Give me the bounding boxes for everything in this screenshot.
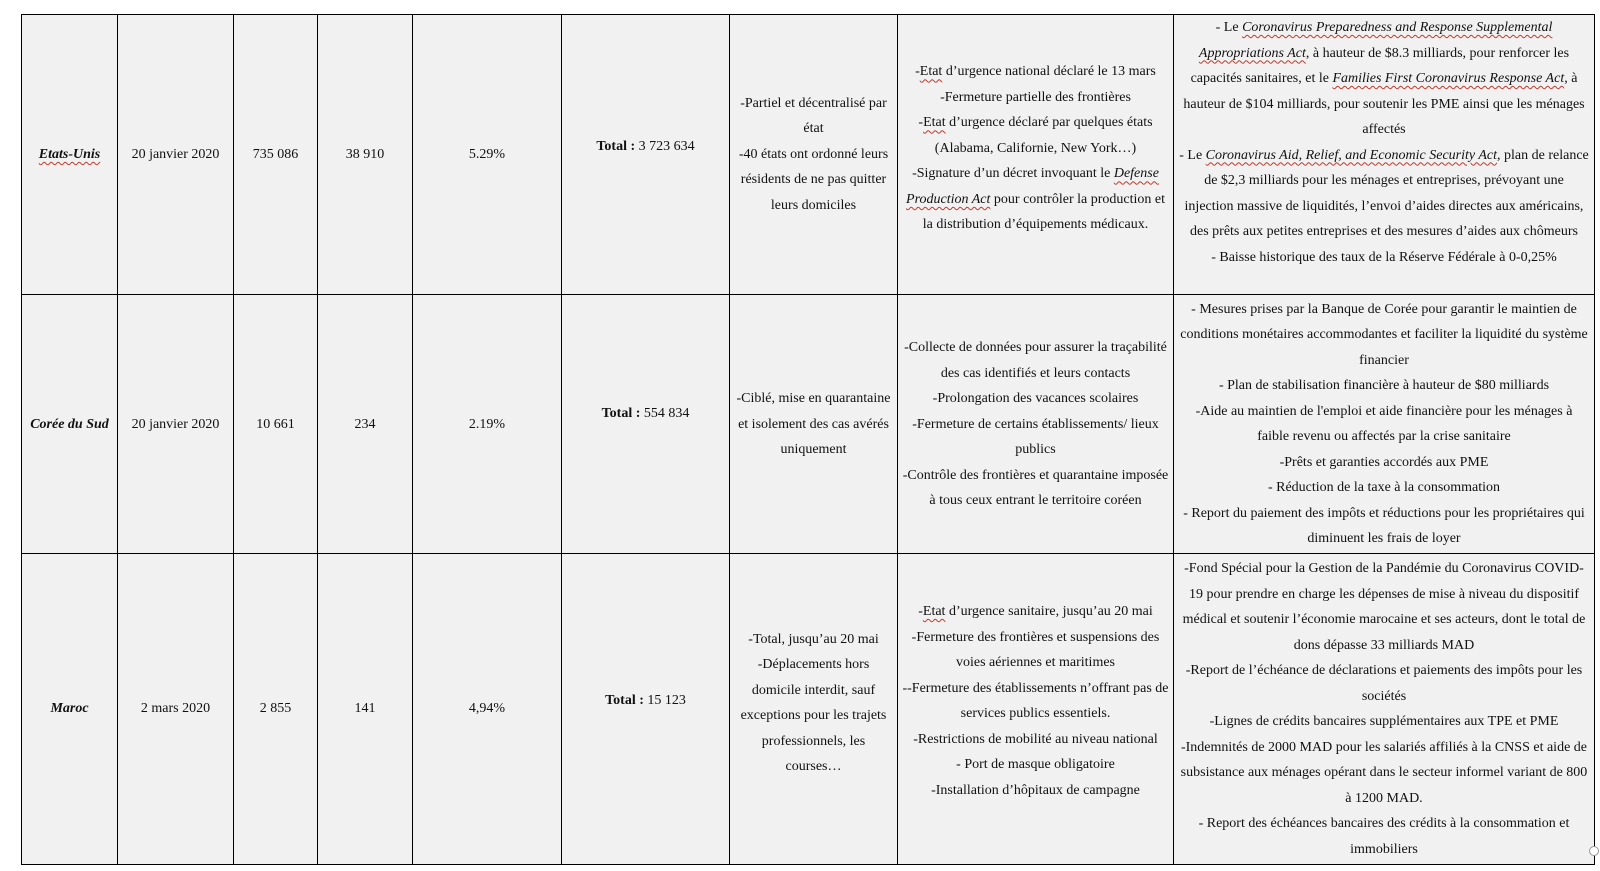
text-fragment: Etat: [922, 604, 946, 620]
economic-line: -Report de l’échéance de déclarations et paiements des impôts pour les sociétés: [1185, 663, 1583, 704]
lockdown-line: -40 états ont ordonné leurs résidents de ne pas quitter leurs domiciles: [738, 146, 889, 213]
economic-line: [1178, 143, 1590, 245]
economic-line: -Aide au maintien de l'emploi et aide financière pour les ménages à faible revenu ou affectés par la crise sanitaire: [1195, 403, 1573, 445]
economic-line: - Report des échéances bancaires des crédits à la consommation et immobiliers: [1198, 816, 1570, 857]
economic-line: -Prêts et garanties accordés aux PME: [1279, 454, 1489, 470]
fatality-rate: 4,94%: [413, 554, 562, 865]
health-line: -Fermeture des frontières et suspensions des voies aériennes et maritimes: [911, 629, 1160, 671]
country-name: Etats-Unis: [38, 146, 101, 162]
lockdown-line: -Partiel et décentralisé par état: [740, 95, 887, 137]
death-count: 234: [318, 295, 413, 554]
tests-value: 3 723 634: [635, 138, 695, 154]
economic-line: - Report du paiement des impôts et réductions pour les propriétaires qui diminuent les frais de loyer: [1183, 505, 1585, 547]
tests-total: [562, 554, 730, 865]
economic-line: - Baisse historique des taux de la Réserve Fédérale à 0-0,25%: [1211, 249, 1557, 265]
text-fragment: d’urgence déclaré par quelques états (Alabama, Californie, New York…): [934, 115, 1153, 156]
health-line: [902, 59, 1169, 85]
text-fragment: pour contrôler la production et la distribution d’équipements médicaux.: [922, 191, 1165, 233]
fatality-rate: 2.19%: [413, 295, 562, 554]
economic-measures-cell: [1174, 554, 1595, 865]
health-line: - Port de masque obligatoire: [956, 757, 1115, 773]
health-measures-cell: [898, 554, 1174, 865]
health-line: [902, 599, 1169, 625]
health-line: -Collecte de données pour assurer la traçabilité des cas identifiés et leurs contacts: [904, 340, 1167, 381]
health-line: [902, 161, 1169, 238]
case-count: 2 855: [234, 554, 318, 865]
health-line: --Fermeture des établissements n’offrant pas de services publics essentiels.: [902, 680, 1169, 722]
table-row: [22, 15, 1595, 295]
text-fragment: Etat: [919, 64, 943, 80]
case-count: 735 086: [234, 15, 318, 295]
health-line: [902, 110, 1169, 161]
text-fragment: Coronavirus Preparedness and Response Supplemental Appropriations Act: [1198, 20, 1553, 61]
tests-value: 554 834: [640, 405, 690, 421]
text-fragment: Etat: [923, 115, 946, 131]
text-fragment: -: [915, 64, 920, 80]
tests-value: 15 123: [643, 693, 686, 709]
text-fragment: - Le: [1215, 20, 1243, 35]
economic-line: - Mesures prises par la Banque de Corée pour garantir le maintien de conditions monétaires accommodantes et faciliter la liquidité du système financier: [1180, 301, 1588, 368]
text-fragment: -Signature d’un décret invoquant le: [912, 166, 1114, 182]
lockdown-line: -Déplacements hors domicile interdit, sauf exceptions pour les trajets professionnels, les courses…: [740, 657, 887, 775]
lockdown-cell: [730, 554, 898, 865]
lockdown-cell: [730, 15, 898, 295]
economic-line: -Fond Spécial pour la Gestion de la Pandémie du Coronavirus COVID-19 pour prendre en charge les dépenses de mise à niveau du dispositif médical et soutenir l’économie marocaine et ses acteurs, dont le total de dons dépasse 33 milliards MAD: [1182, 561, 1586, 653]
lockdown-cell: [730, 295, 898, 554]
economic-measures-cell: [1174, 15, 1595, 295]
fatality-rate: 5.29%: [413, 15, 562, 295]
tests-total: [562, 15, 730, 295]
table-row: [22, 554, 1595, 865]
covid-measures-table: [21, 14, 1595, 865]
text-fragment: Coronavirus Aid, Relief, and Economic Security Act: [1205, 147, 1498, 163]
health-line: -Restrictions de mobilité au niveau national: [913, 731, 1158, 747]
country-cell: [22, 15, 118, 295]
first-case-date: 20 janvier 2020: [118, 295, 234, 554]
text-fragment: -: [918, 604, 923, 620]
text-fragment: , à hauteur de $8.3 milliards, pour renforcer les capacités sanitaires, et le: [1190, 45, 1570, 86]
death-count: 141: [318, 554, 413, 865]
text-fragment: Families First Coronavirus Response Act: [1332, 71, 1565, 86]
first-case-date: 2 mars 2020: [118, 554, 234, 865]
economic-measures-cell: [1174, 295, 1595, 554]
resize-handle-icon: [1589, 846, 1599, 856]
health-measures-cell: [898, 295, 1174, 554]
lockdown-line: -Ciblé, mise en quarantaine et isolement des cas avérés uniquement: [736, 391, 891, 458]
text-fragment: Defense Production Act: [906, 166, 1159, 207]
death-count: 38 910: [318, 15, 413, 295]
text-fragment: d’urgence national déclaré le 13 mars: [942, 64, 1156, 80]
lockdown-line: -Total, jusqu’au 20 mai: [748, 631, 879, 647]
tests-label: Total :: [596, 138, 636, 154]
text-fragment: , plan de relance de $2,3 milliards pour les ménages et entreprises, prévoyant une injection massive de liquidités, l’envoi d’aides directes aux américains, des prêts aux petites entreprises et des mesures d’aides aux chômeurs: [1184, 147, 1589, 239]
health-line: -Prolongation des vacances scolaires: [932, 391, 1139, 407]
tests-label: Total :: [605, 693, 644, 709]
health-line: -Contrôle des frontières et quarantaine imposée à tous ceux entrant le territoire coréen: [902, 467, 1169, 509]
health-line: -Fermeture partielle des frontières: [940, 89, 1131, 105]
economic-line: - Plan de stabilisation financière à hauteur de $80 milliards: [1218, 378, 1550, 394]
first-case-date: 20 janvier 2020: [118, 15, 234, 295]
text-fragment: -: [918, 115, 924, 131]
text-fragment: - Le: [1179, 147, 1206, 163]
health-measures-cell: [898, 15, 1174, 295]
table-row: [22, 295, 1595, 554]
tests-label: Total :: [601, 405, 641, 421]
tests-total: [562, 295, 730, 554]
country-cell: Corée du Sud: [22, 295, 118, 554]
text-fragment: d’urgence sanitaire, jusqu’au 20 mai: [945, 604, 1153, 620]
health-line: -Installation d’hôpitaux de campagne: [931, 782, 1140, 798]
economic-line: -Lignes de crédits bancaires supplémentaires aux TPE et PME: [1209, 714, 1559, 730]
economic-line: - Réduction de la taxe à la consommation: [1267, 480, 1501, 496]
economic-line: -Indemnités de 2000 MAD pour les salariés affiliés à la CNSS et aide de subsistance aux ménages opérant dans le secteur informel variant de 800 à 1200 MAD.: [1180, 739, 1588, 806]
health-line: -Fermeture de certains établissements/ lieux publics: [912, 416, 1159, 458]
country-cell: Maroc: [22, 554, 118, 865]
case-count: 10 661: [234, 295, 318, 554]
economic-line: [1178, 15, 1590, 143]
text-fragment: , à hauteur de $104 milliards, pour soutenir les PME ainsi que les ménages affectés: [1183, 71, 1585, 137]
